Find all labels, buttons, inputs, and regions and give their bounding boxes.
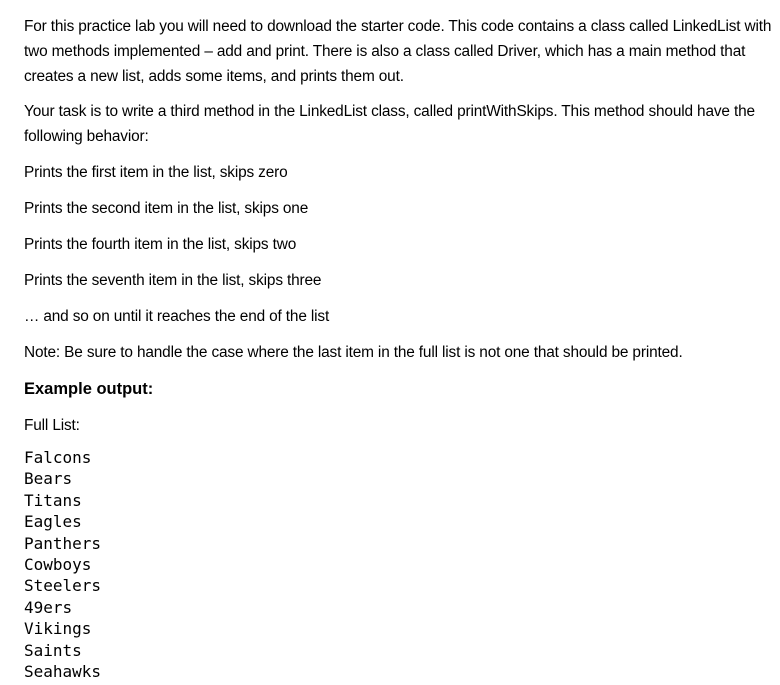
list-item: Panthers — [24, 533, 102, 553]
document-body — [24, 14, 772, 682]
list-item: Falcons — [24, 448, 92, 467]
list-item: 49ers — [24, 597, 73, 617]
behavior-step: Prints the first item in the list, skips zero — [24, 164, 288, 181]
behavior-step: Prints the second item in the list, skips one — [24, 200, 309, 217]
behavior-step: … and so on until it reaches the end of the list — [24, 308, 330, 325]
intro-paragraph: For this practice lab you will need to download the starter code. This code contains a class called LinkedList with two methods implemented – add and print. There is also a class called Driver, which has a main method that creates a new list, adds some items, and prints them out. — [24, 18, 772, 85]
note-paragraph: Note: Be sure to handle the case where the last item in the full list is not one that should be printed. — [24, 344, 683, 361]
list-item: Titans — [24, 490, 82, 510]
list-item: Seahawks — [24, 662, 102, 682]
list-item: Eagles — [24, 512, 82, 532]
list-item: Vikings — [24, 619, 92, 639]
full-list-label: Full List: — [24, 417, 80, 434]
list-item: Bears — [24, 469, 73, 489]
full-list-output — [24, 447, 772, 682]
task-paragraph: Your task is to write a third method in the LinkedList class, called printWithSkips. This method should have the following behavior: — [24, 103, 755, 145]
list-item: Saints — [24, 640, 82, 660]
behavior-step: Prints the fourth item in the list, skips two — [24, 236, 297, 253]
list-item: Steelers — [24, 576, 102, 596]
list-item: Cowboys — [24, 555, 92, 575]
behavior-step: Prints the seventh item in the list, skips three — [24, 272, 322, 289]
example-output-heading: Example output: — [24, 380, 154, 398]
